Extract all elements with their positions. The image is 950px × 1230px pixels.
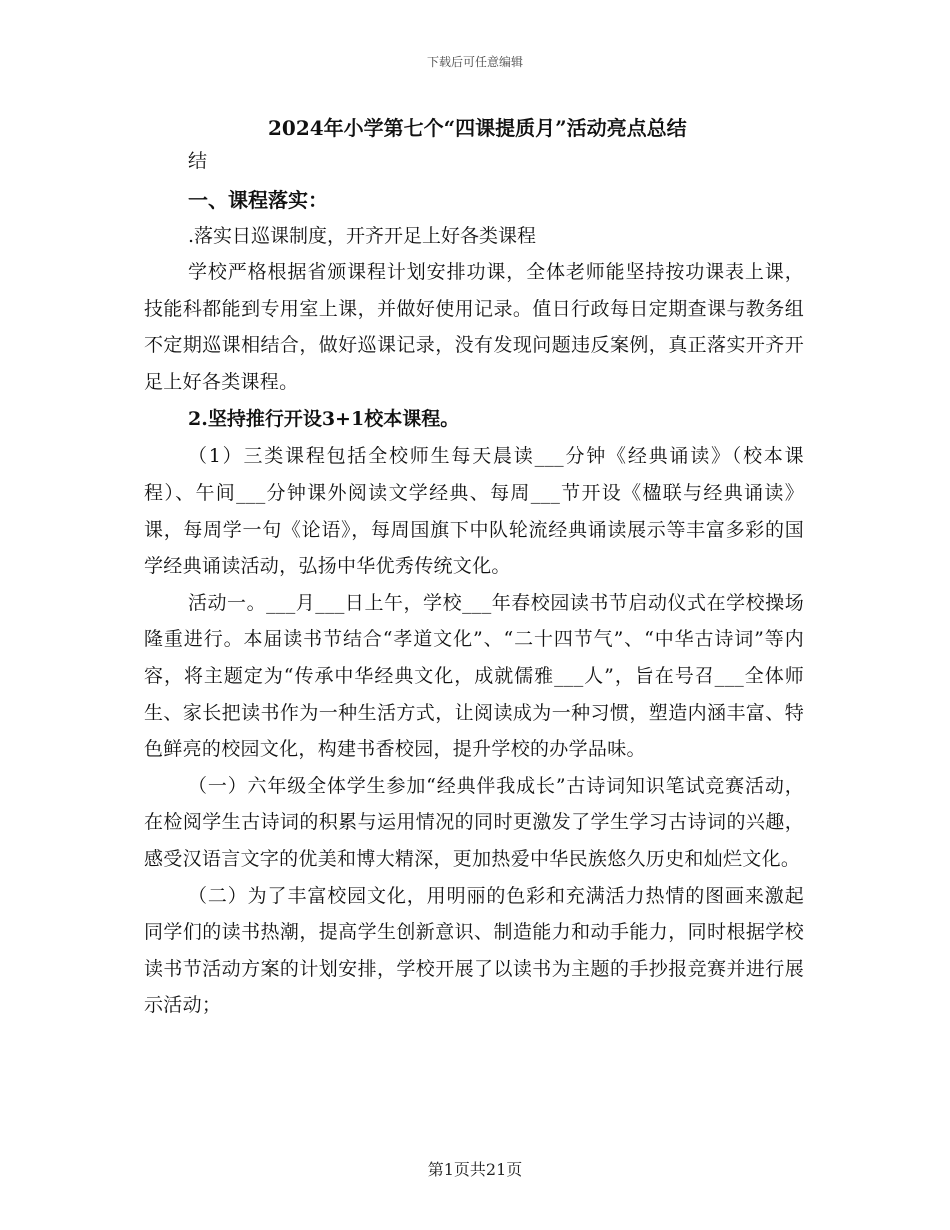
- paragraph: 活动一。___月___日上午，学校___年春校园读书节启动仪式在学校操场隆重进行。本届读书节结合“孝道文化”、“二十四节气”、“中华古诗词”等内容，将主题定为“传承中华经典文化，成就儒雅___人”，旨在号召___全体师生、家长把读书作为一种生活方式，让阅读成为一种习惯，塑造内涵丰富、特色鲜亮的校园文化，构建书香校园，提升学校的办学品味。: [144, 591, 804, 761]
- section-heading: 一、课程落实：: [188, 188, 328, 212]
- paragraph: （1）三类课程包括全校师生每天晨读___分钟《经典诵读》（校本课程）、午间___分钟课外阅读文学经典、每周___节开设《楹联与经典诵读》课，每周学一句《论语》，每周国旗下中队轮流经典诵读展示等丰富多彩的国学经典诵读活动，弘扬中华优秀传统文化。: [144, 445, 804, 578]
- item-heading: 2.坚持推行开设3+1校本课程。: [188, 408, 460, 431]
- page-number: 第1页共21页: [427, 1160, 523, 1179]
- paragraph: （二）为了丰富校园文化，用明丽的色彩和充满活力热情的图画来激起同学们的读书热潮，提高学生创新意识、制造能力和动手能力，同时根据学校读书节活动方案的计划安排，学校开展了以读书为主题的手抄报竞赛并进行展示活动；: [144, 884, 804, 1017]
- page-header: 下载后可任意编辑: [426, 55, 523, 69]
- item-heading: .落实日巡课制度，开齐开足上好各类课程: [188, 225, 537, 247]
- document-title: 2024年小学第七个“四课提质月”活动亮点总结: [268, 116, 687, 140]
- paragraph: （一）六年级全体学生参加“经典伴我成长”古诗词知识笔试竞赛活动，在检阅学生古诗词的积累与运用情况的同时更激发了学生学习古诗词的兴趣，感受汉语言文字的优美和博大精深，更加热爱中华民族悠久历史和灿烂文化。: [144, 774, 804, 870]
- title-tail: 结: [188, 150, 208, 172]
- document-body: [144, 112, 804, 1024]
- paragraph: 学校严格根据省颁课程计划安排功课，全体老师能坚持按功课表上课，技能科都能到专用室上课，并做好使用记录。值日行政每日定期查课与教务组不定期巡课相结合，做好巡课记录，没有发现问题违反案例，真正落实开齐开足上好各类课程。: [144, 261, 804, 393]
